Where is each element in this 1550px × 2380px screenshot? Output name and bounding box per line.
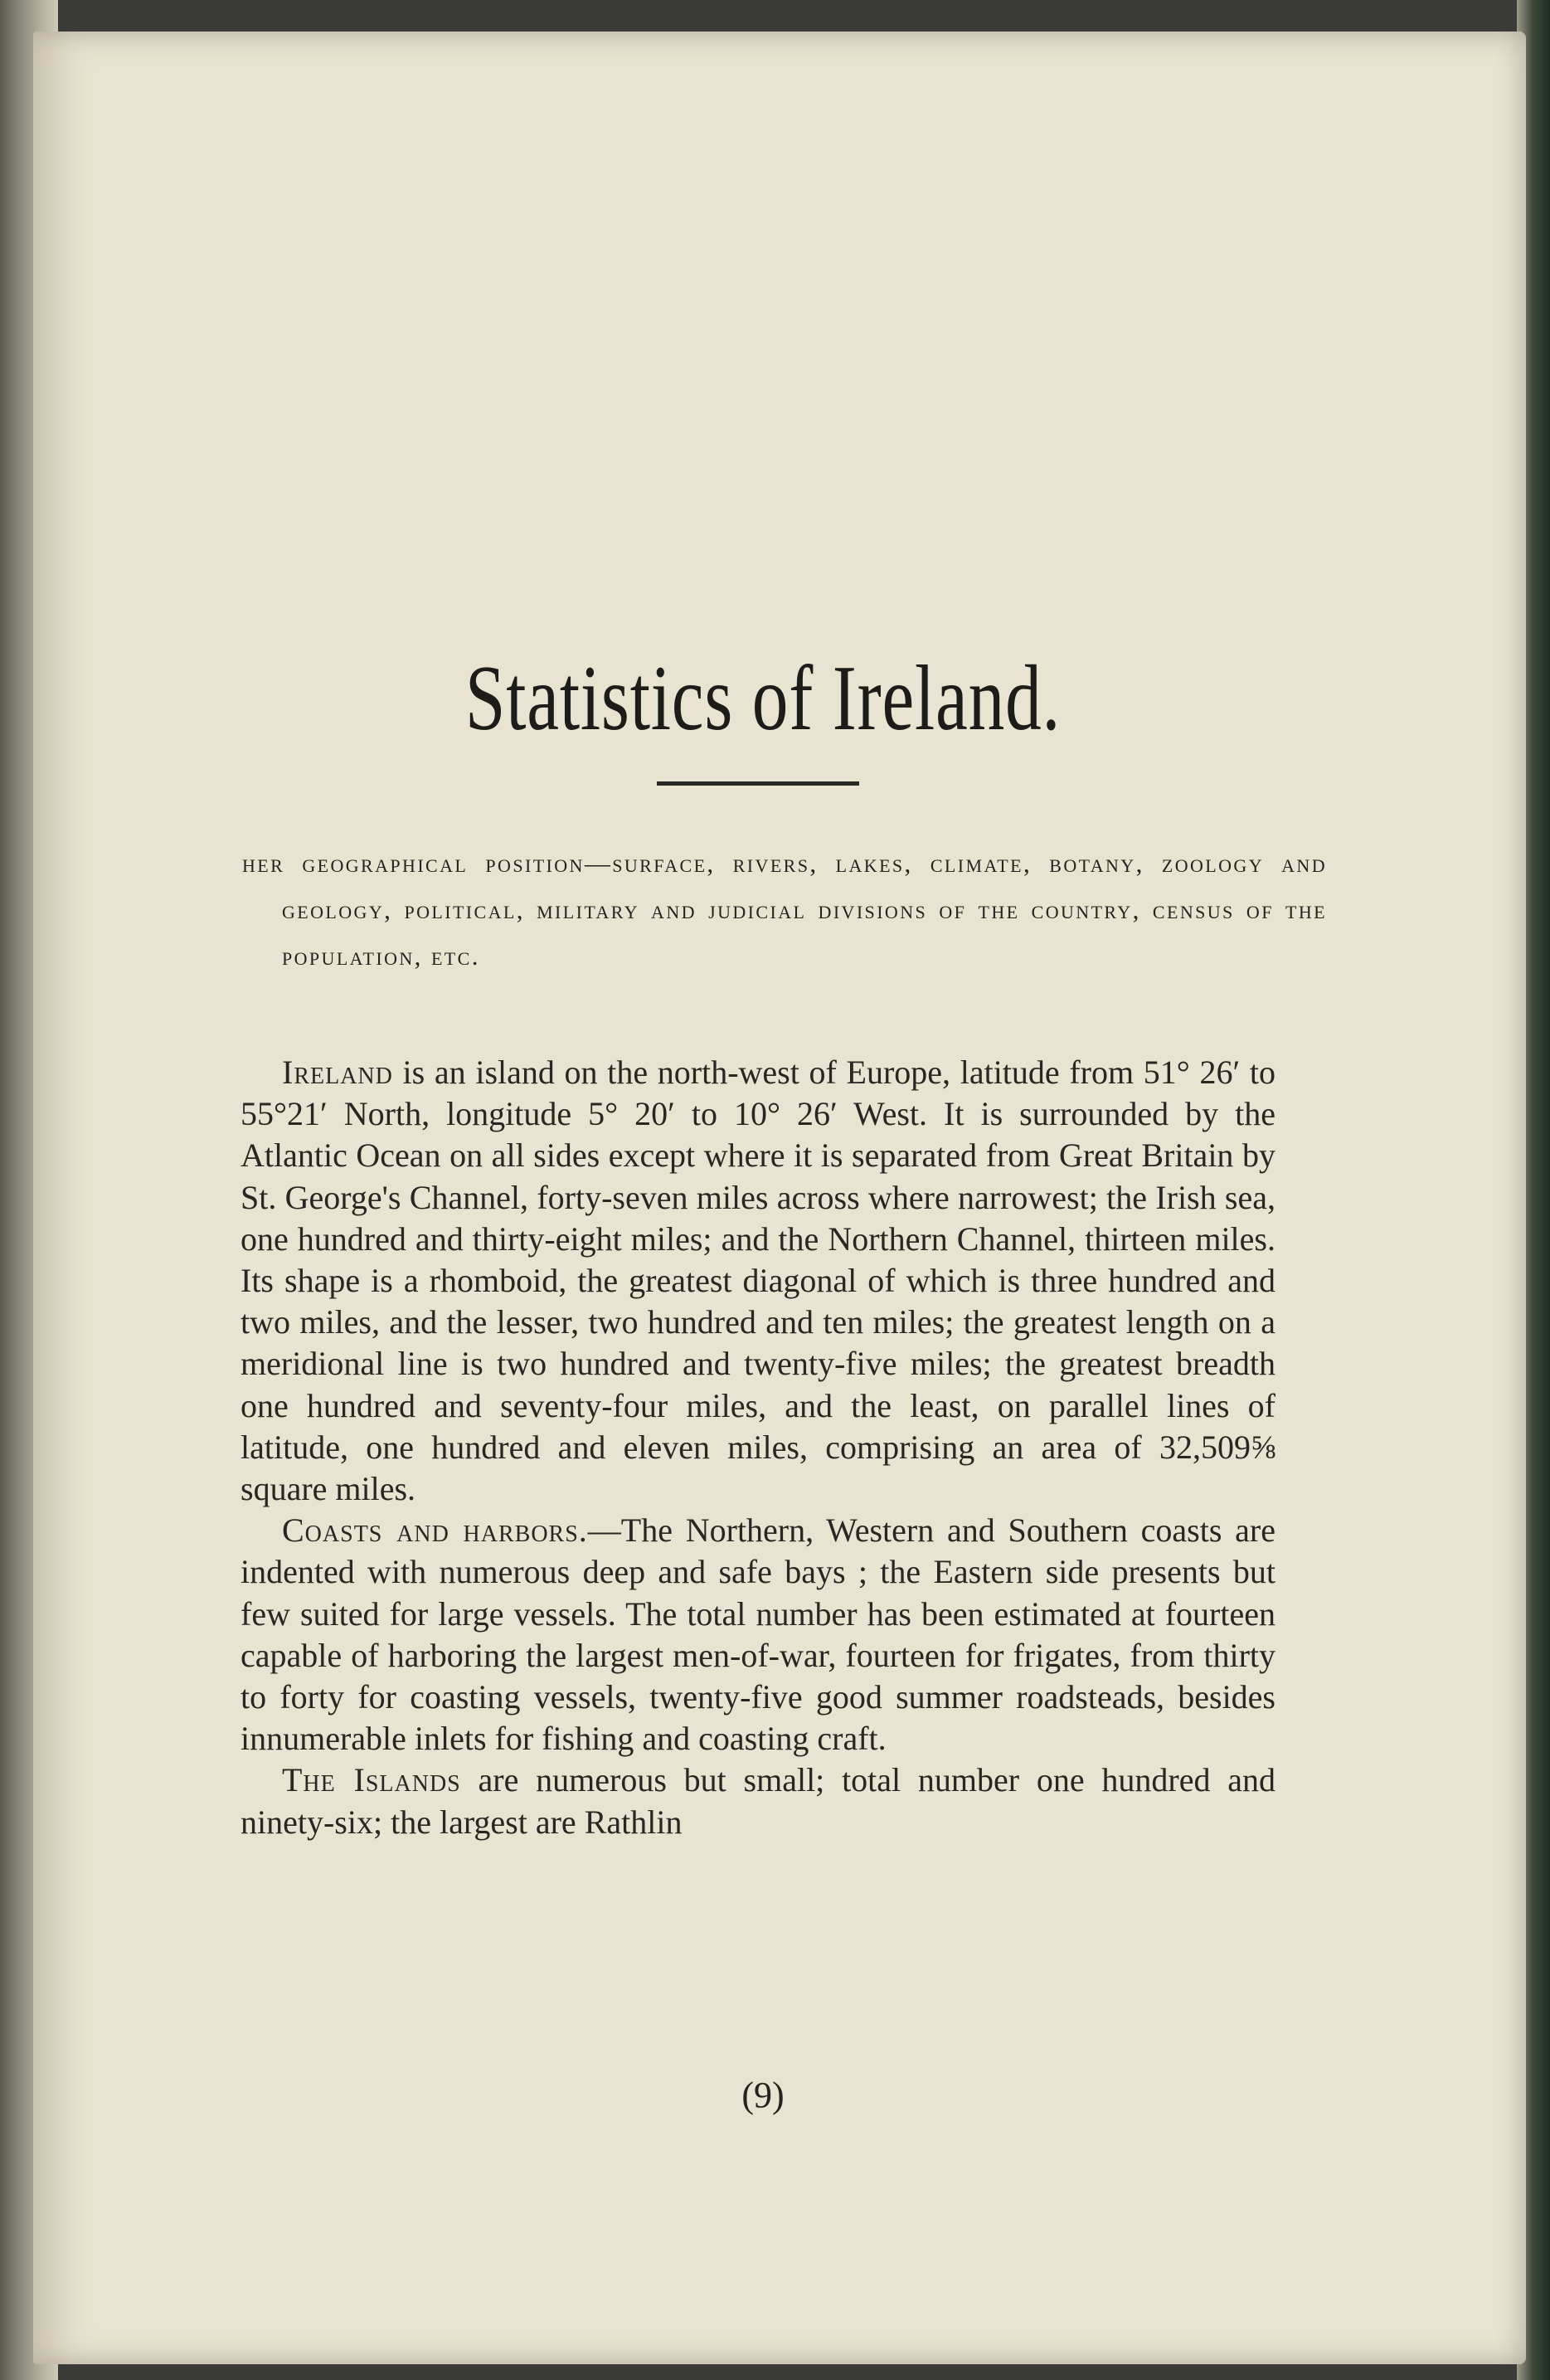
paragraph-lead: Ireland <box>282 1054 393 1091</box>
paragraph-text: is an island on the north-west of Europe, latitude from 51° 26′ to 55°21′ North, longitude 5° 20′ to 10° 26′ West. It is surrounded by the Atlantic Ocean on all sides except where it is separated from Great Britain by St. George's Channel, forty-seven miles across where narrowest; the Irish sea, one hundred and thirty-eight miles; and the Northern Channel, thirteen miles. Its shape is a rhomboid, the greatest diagonal of which is three hundred and two miles, and the lesser, two hundred and ten miles; the greatest length on a meridional line is two hundred and twenty-five miles; the greatest breadth one hundred and seventy-four miles, and the least, on parallel lines of latitude, one hundred and eleven miles, comprising an area of 32,509⅝ square miles. <box>241 1054 1275 1508</box>
title-rule-divider <box>657 781 859 786</box>
paragraph-lead: Coasts and harbors. <box>282 1511 588 1550</box>
paragraph-text: —The Northern, Western and Southern coasts are indented with numerous deep and safe bays ; the Eastern side presents but few suited for large vessels. The total number has been estimated at fourteen capable of harboring the largest men-of-war, fourteen for frigates, from thirty to forty for coasting vessels, twenty-five good summer roadsteads, besides innumerable inlets for fishing and coasting craft. <box>241 1511 1275 1758</box>
paragraph-lead: The Islands <box>282 1761 461 1799</box>
body-text <box>241 1052 1275 1843</box>
page-number: (9) <box>741 2075 785 2115</box>
page-title: Statistics of Ireland. <box>464 647 1062 750</box>
paragraph-ireland <box>241 1052 1275 1510</box>
paragraph-islands <box>241 1759 1275 1842</box>
paragraph-coasts <box>241 1510 1275 1759</box>
chapter-summary: her geographical position—surface, rivers, lakes, climate, botany, zoology and geology, political, military and judicial divisions of the country, census of the population, etc. <box>242 849 1327 971</box>
book-page <box>33 32 1526 2364</box>
paragraph-text: are numerous but small; total number one hundred and ninety-six; the largest are Rathlin <box>241 1761 1275 1841</box>
